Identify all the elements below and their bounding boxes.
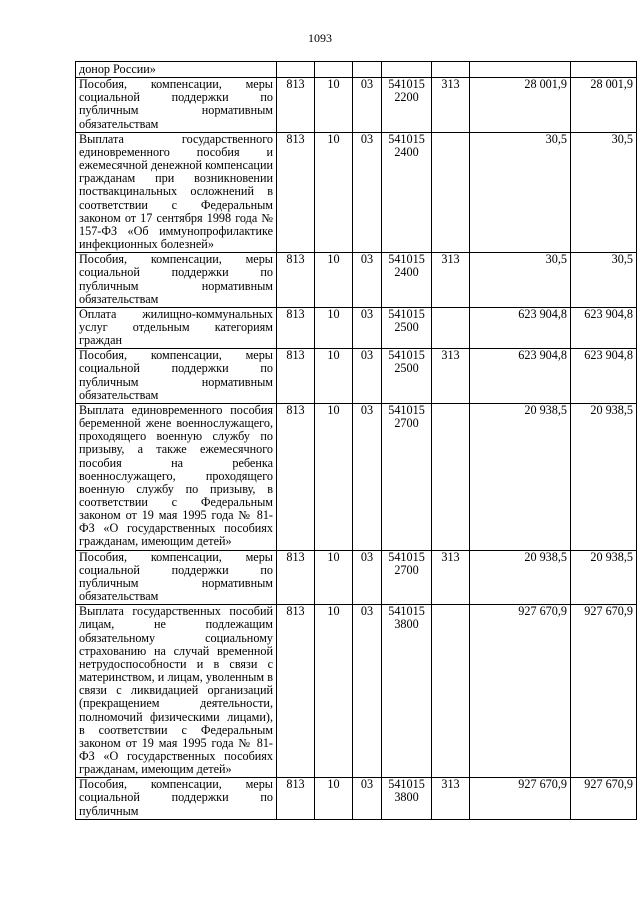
cell-expense-type xyxy=(432,62,470,78)
cell-section-code xyxy=(315,62,353,78)
cell-section-code: 10 xyxy=(315,307,353,348)
cell-subsection-code: 03 xyxy=(353,253,382,308)
cell-ministry-code: 813 xyxy=(277,349,315,404)
cell-amount: 30,5 xyxy=(470,132,571,252)
cell-target-code: 541015 2500 xyxy=(382,349,432,404)
table-row xyxy=(76,403,637,550)
cell-target-code: 541015 2700 xyxy=(382,403,432,550)
cell-target-code: 541015 3800 xyxy=(382,605,432,778)
cell-subsection-code: 03 xyxy=(353,307,382,348)
cell-amount-total xyxy=(571,62,637,78)
cell-expense-type xyxy=(432,403,470,550)
cell-section-code: 10 xyxy=(315,132,353,252)
cell-description: Пособия, компенсации, меры социальной поддержки по публичным нормативным обязательствам xyxy=(76,253,277,308)
cell-description: Пособия, компенсации, меры социальной поддержки по публичным xyxy=(76,778,277,819)
cell-amount-total: 927 670,9 xyxy=(571,605,637,778)
cell-target-code: 541015 3800 xyxy=(382,778,432,819)
cell-section-code: 10 xyxy=(315,550,353,605)
cell-target-code: 541015 2500 xyxy=(382,307,432,348)
cell-subsection-code: 03 xyxy=(353,349,382,404)
cell-amount: 30,5 xyxy=(470,253,571,308)
cell-section-code: 10 xyxy=(315,78,353,133)
cell-section-code: 10 xyxy=(315,253,353,308)
cell-target-code: 541015 2400 xyxy=(382,253,432,308)
cell-amount-total: 623 904,8 xyxy=(571,307,637,348)
table-row xyxy=(76,349,637,404)
cell-target-code xyxy=(382,62,432,78)
cell-description: донор России» xyxy=(76,62,277,78)
table-row xyxy=(76,307,637,348)
cell-target-code: 541015 2200 xyxy=(382,78,432,133)
table-row xyxy=(76,605,637,778)
cell-expense-type: 313 xyxy=(432,78,470,133)
cell-ministry-code: 813 xyxy=(277,550,315,605)
cell-section-code: 10 xyxy=(315,778,353,819)
table-row xyxy=(76,132,637,252)
cell-amount-total: 30,5 xyxy=(571,132,637,252)
cell-expense-type xyxy=(432,307,470,348)
cell-description: Пособия, компенсации, меры социальной поддержки по публичным нормативным обязательствам xyxy=(76,78,277,133)
cell-description: Выплата государственного единовременного пособия и ежемесячной денежной компенсации гражданам при возникновении поствакцинальных осложнений в соответствии с Федеральным законом от 17 сентября 1998 года № 157-ФЗ «Об иммунопрофилактике инфекционных болезней» xyxy=(76,132,277,252)
cell-amount-total: 30,5 xyxy=(571,253,637,308)
cell-amount: 20 938,5 xyxy=(470,550,571,605)
cell-section-code: 10 xyxy=(315,403,353,550)
cell-amount xyxy=(470,62,571,78)
cell-section-code: 10 xyxy=(315,605,353,778)
cell-subsection-code: 03 xyxy=(353,605,382,778)
cell-amount-total: 20 938,5 xyxy=(571,550,637,605)
cell-amount: 20 938,5 xyxy=(470,403,571,550)
cell-ministry-code: 813 xyxy=(277,403,315,550)
cell-description: Пособия, компенсации, меры социальной поддержки по публичным нормативным обязательствам xyxy=(76,550,277,605)
cell-subsection-code: 03 xyxy=(353,403,382,550)
cell-amount-total: 28 001,9 xyxy=(571,78,637,133)
table-row xyxy=(76,62,637,78)
cell-amount: 623 904,8 xyxy=(470,307,571,348)
cell-amount-total: 20 938,5 xyxy=(571,403,637,550)
cell-subsection-code: 03 xyxy=(353,132,382,252)
cell-amount-total: 927 670,9 xyxy=(571,778,637,819)
cell-section-code: 10 xyxy=(315,349,353,404)
cell-subsection-code xyxy=(353,62,382,78)
cell-target-code: 541015 2400 xyxy=(382,132,432,252)
cell-expense-type: 313 xyxy=(432,253,470,308)
cell-expense-type xyxy=(432,132,470,252)
cell-expense-type: 313 xyxy=(432,349,470,404)
cell-ministry-code xyxy=(277,62,315,78)
cell-ministry-code: 813 xyxy=(277,253,315,308)
table-body xyxy=(76,62,637,820)
cell-amount: 623 904,8 xyxy=(470,349,571,404)
table-row xyxy=(76,550,637,605)
cell-amount: 28 001,9 xyxy=(470,78,571,133)
table-row xyxy=(76,78,637,133)
cell-subsection-code: 03 xyxy=(353,78,382,133)
cell-ministry-code: 813 xyxy=(277,307,315,348)
page-number: 1093 xyxy=(308,31,332,45)
cell-ministry-code: 813 xyxy=(277,132,315,252)
cell-expense-type xyxy=(432,605,470,778)
cell-description: Выплата единовременного пособия беременной жене военнослужащего, проходящего военную службу по призыву, а также ежемесячного пособия на ребенка военнослужащего, проходящего военную службу по призыву, в соответствии с Федеральным законом от 19 мая 1995 года № 81-ФЗ «О государственных пособиях гражданам, имеющим детей» xyxy=(76,403,277,550)
budget-table xyxy=(75,61,637,820)
cell-expense-type: 313 xyxy=(432,550,470,605)
cell-description: Выплата государственных пособий лицам, не подлежащим обязательному социальному страхованию на случай временной нетрудоспособности и в связи с материнством, и лицам, уволенным в связи с ликвидацией организаций (прекращением деятельности, полномочий физическими лицами), в соответствии с Федеральным законом от 19 мая 1995 года № 81-ФЗ «О государственных пособиях гражданам, имеющим детей» xyxy=(76,605,277,778)
cell-amount: 927 670,9 xyxy=(470,778,571,819)
cell-description: Оплата жилищно-коммунальных услуг отдельным категориям граждан xyxy=(76,307,277,348)
cell-target-code: 541015 2700 xyxy=(382,550,432,605)
cell-description: Пособия, компенсации, меры социальной поддержки по публичным нормативным обязательствам xyxy=(76,349,277,404)
cell-ministry-code: 813 xyxy=(277,605,315,778)
cell-subsection-code: 03 xyxy=(353,550,382,605)
cell-amount: 927 670,9 xyxy=(470,605,571,778)
cell-ministry-code: 813 xyxy=(277,78,315,133)
table-row xyxy=(76,778,637,819)
cell-subsection-code: 03 xyxy=(353,778,382,819)
cell-expense-type: 313 xyxy=(432,778,470,819)
cell-ministry-code: 813 xyxy=(277,778,315,819)
table-row xyxy=(76,253,637,308)
cell-amount-total: 623 904,8 xyxy=(571,349,637,404)
